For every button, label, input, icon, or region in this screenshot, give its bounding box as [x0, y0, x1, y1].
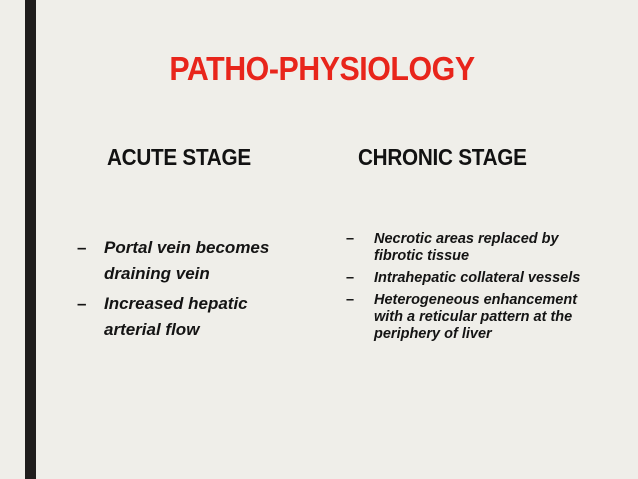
bullet-dash: –: [77, 294, 87, 313]
chronic-stage-list: [346, 231, 586, 348]
bullet-dash: –: [77, 238, 87, 257]
bullet-dash: –: [346, 292, 355, 308]
list-item: [77, 291, 307, 343]
list-item: [346, 292, 586, 343]
list-item-text: Heterogeneous enhancement with a reticular pattern at the periphery of liver: [374, 292, 578, 342]
list-item-text: Portal vein becomes draining vein: [104, 238, 270, 283]
list-item-text: Increased hepatic arterial flow: [104, 294, 248, 339]
acute-stage-list: [77, 235, 307, 347]
list-item-text: Necrotic areas replaced by fibrotic tissue: [374, 231, 559, 264]
list-item: [77, 235, 307, 287]
bullet-dash: –: [346, 231, 355, 247]
list-item: [346, 231, 586, 265]
slide-title: PATHO-PHYSIOLOGY: [169, 50, 475, 87]
acute-stage-heading: ACUTE STAGE: [107, 144, 251, 170]
bullet-dash: –: [346, 270, 355, 286]
chronic-stage-heading: CHRONIC STAGE: [358, 144, 527, 170]
list-item-text: Intrahepatic collateral vessels: [374, 270, 581, 286]
list-item: [346, 270, 586, 287]
